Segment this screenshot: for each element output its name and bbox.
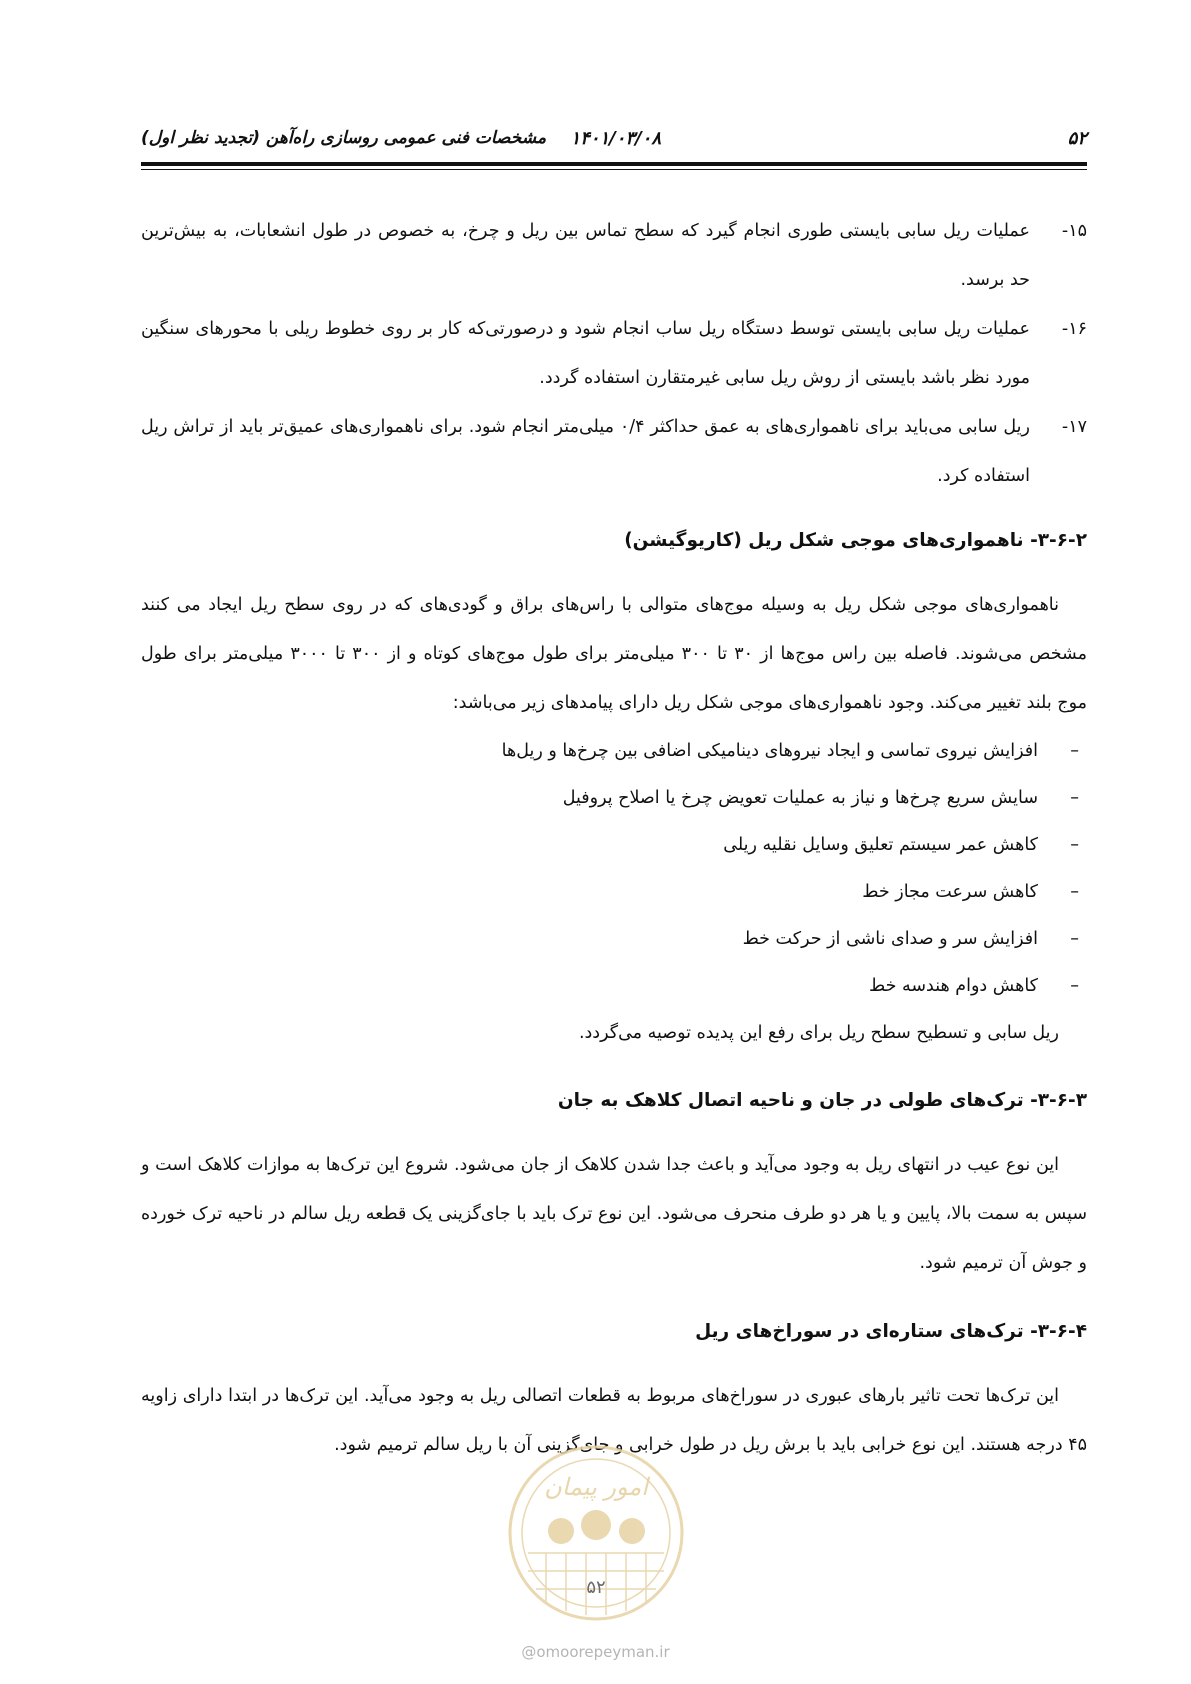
section-heading-star-cracks: ۳-۶-۴- ترک‌های ستاره‌ای در سوراخ‌های ریل [695, 1321, 1087, 1342]
item-number: ۱۷- [1061, 417, 1087, 437]
bullet-marker: – [1070, 976, 1079, 996]
bullet-text: کاهش عمر سیستم تعلیق وسایل نقلیه ریلی [723, 835, 1038, 855]
list-item [141, 775, 1087, 822]
list-item-15 [141, 207, 1087, 305]
list-item [141, 869, 1087, 916]
list-item [141, 963, 1087, 1010]
item-number: ۱۵- [1061, 221, 1087, 241]
header-title: مشخصات فنی عمومی روسازی راه‌آهن (تجدید نظر اول) [141, 128, 547, 148]
bullet-text: سایش سریع چرخ‌ها و نیاز به عملیات تعویض چرخ یا اصلاح پروفیل [562, 788, 1038, 808]
bullet-marker: – [1070, 929, 1079, 949]
bullet-marker: – [1070, 788, 1079, 808]
bullet-marker: – [1070, 741, 1079, 761]
section-paragraph: ناهمواری‌های موجی شکل ریل به وسیله موج‌های متوالی با راس‌های براق و گودی‌های که در روی سطح ریل ایجاد می کنند مشخص می‌شوند. فاصله بین راس موج‌ها از ۳۰ تا ۳۰۰ میلی‌متر برای طول موج‌های کوتاه و از ۳۰۰ تا ۳۰۰۰ میلی‌متر برای طول موج بلند تغییر می‌کند. وجود ناهمواری‌های موجی شکل ریل دارای پیامدهای زیر می‌باشد: [141, 595, 1088, 713]
bullet-text: افزایش نیروی تماسی و ایجاد نیروهای دینامیکی اضافی بین چرخ‌ها و ریل‌ها [501, 741, 1038, 761]
section-paragraph: این نوع عیب در انتهای ریل به وجود می‌آید و باعث جدا شدن کلاهک از جان می‌شود. شروع این ترک‌ها به موازات کلاهک است و سپس به سمت بالا، پایین و یا هر دو طرف منحرف می‌شود. این نوع ترک باید با جای‌گزینی یک قطعه ریل سالم در ناحیه ترک خورده و جوش آن ترمیم شود. [141, 1155, 1087, 1273]
item-text: عملیات ریل سابی بایستی توسط دستگاه ریل ساب انجام شود و درصورتی‌که کار بر روی خطوط ریلی با محورهای سنگین مورد نظر باشد بایستی از روش ریل سابی غیرمتقارن استفاده گردد. [141, 319, 1030, 388]
header-rule-thick [141, 162, 1087, 166]
watermark-logo-text: امور پیمان [544, 1473, 648, 1501]
header-page-number: ۵۲ [1067, 128, 1087, 149]
item-text: ریل سابی می‌باید برای ناهمواری‌های به عمق حداکثر ۰/۴ میلی‌متر انجام شود. برای ناهمواری‌های عمیق‌تر باید از تراش ریل استفاده کرد. [141, 417, 1030, 486]
list-item [141, 728, 1087, 775]
section-heading-longitudinal-cracks: ۳-۶-۳- ترک‌های طولی در جان و ناحیه اتصال کلاهک به جان [557, 1090, 1087, 1111]
page-content [141, 207, 1087, 1470]
list-item-17 [141, 403, 1087, 501]
list-item [141, 916, 1087, 963]
header-rule-thin [141, 169, 1087, 170]
bullet-text: کاهش دوام هندسه خط [868, 976, 1038, 996]
watermark-logo [506, 1443, 686, 1623]
item-number: ۱۶- [1061, 319, 1087, 339]
list-item-16 [141, 305, 1087, 403]
watermark-site: @omoorepeyman.ir [521, 1643, 670, 1661]
section-note: ریل سابی و تسطیح سطح ریل برای رفع این پدیده توصیه می‌گردد. [578, 1023, 1059, 1043]
bullet-marker: – [1070, 882, 1079, 902]
list-item [141, 822, 1087, 869]
section-paragraph: این ترک‌ها تحت تاثیر بارهای عبوری در سوراخ‌های مربوط به قطعات اتصالی ریل به وجود می‌آید. این ترک‌ها در ابتدا دارای زاویه ۴۵ درجه هستند. این نوع خرابی باید با برش ریل در طول خرابی و جای‌گزینی آن با ریل سالم ترمیم شود. [141, 1386, 1087, 1455]
item-text: عملیات ریل سابی بایستی طوری انجام گیرد که سطح تماس بین ریل و چرخ، به خصوص در طول انشعابات، به بیش‌ترین حد برسد. [141, 221, 1030, 290]
bullet-text: کاهش سرعت مجاز خط [862, 882, 1038, 902]
page-header [141, 128, 1087, 156]
section-heading-corrugation: ۳-۶-۲- ناهمواری‌های موجی شکل ریل (کاریوگیشن) [624, 530, 1087, 551]
bullet-marker: – [1070, 835, 1079, 855]
header-date: ۱۴۰۱/۰۳/۰۸ [570, 128, 661, 149]
bullet-text: افزایش سر و صدای ناشی از حرکت خط [742, 929, 1038, 949]
watermark-page-number: ۵۲ [586, 1577, 606, 1598]
consequences-list [141, 728, 1087, 1010]
